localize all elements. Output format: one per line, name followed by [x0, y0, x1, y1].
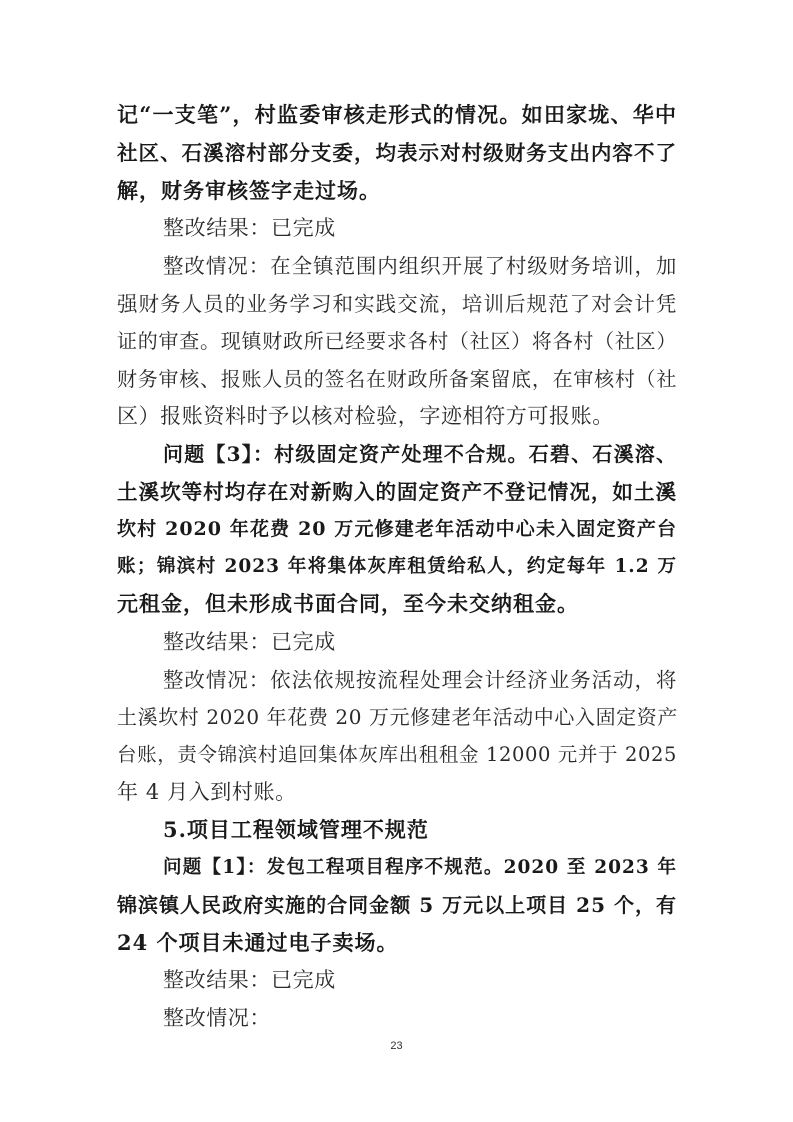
- text-line: 24 个项目未通过电子卖场。: [117, 930, 399, 955]
- rectification-result: 整改结果：已完成: [163, 630, 336, 654]
- section-heading: 5.项目工程领域管理不规范: [163, 817, 429, 842]
- text-line: 记“一支笔”，村监委审核走形式的情况。如田家垅、华中: [117, 102, 677, 127]
- text-line: 强财务人员的业务学习和实践交流，培训后规范了对会计凭: [117, 292, 677, 316]
- text-line: 社区、石溪溶村部分支委，均表示对村级财务支出内容不了: [117, 141, 677, 165]
- text-line: 台账，责令锦滨村追回集体灰库出租租金 12000 元并于 2025: [117, 743, 677, 766]
- rectification-result: 整改结果：已完成: [163, 216, 336, 240]
- rectification-result: 整改结果：已完成: [163, 968, 336, 992]
- text-line: 证的审查。现镇财政所已经要求各村（社区）将各村（社区）: [117, 329, 677, 353]
- text-line: 土溪坎村 2020 年花费 20 万元修建老年活动中心入固定资产: [117, 705, 678, 729]
- rectification-status: 整改情况：: [163, 1006, 271, 1030]
- text-line: 土溪坎等村均存在对新购入的固定资产不登记情况，如土溪: [117, 480, 677, 504]
- page-number: 23: [390, 1040, 403, 1052]
- text-line: 账；锦滨村 2023 年将集体灰库租赁给私人，约定每年 1.2 万: [117, 556, 677, 577]
- text-line: 整改情况：依法依规按流程处理会计经济业务活动，将: [163, 668, 677, 692]
- text-line: 整改情况：在全镇范围内组织开展了村级财务培训，加: [163, 254, 677, 278]
- issue-heading: 问题【1】：发包工程项目程序不规范。2020 至 2023 年: [163, 857, 677, 878]
- text-line: 年 4 月入到村账。: [117, 780, 297, 804]
- text-line: 元租金，但未形成书面合同，至今未交纳租金。: [117, 591, 579, 616]
- text-line: 财务审核、报账人员的签名在财政所备案留底，在审核村（社: [117, 367, 677, 391]
- text-line: 坎村 2020 年花费 20 万元修建老年活动中心未入固定资产台: [117, 518, 677, 540]
- text-line: 解，财务审核签字走过场。: [117, 178, 381, 203]
- text-line: 区）报账资料时予以核对检验，字迹相符方可报账。: [117, 404, 614, 428]
- issue-heading: 问题【3】：村级固定资产处理不合规。石碧、石溪溶、: [163, 442, 677, 466]
- text-line: 锦滨镇人民政府实施的合同金额 5 万元以上项目 25 个，有: [117, 893, 677, 917]
